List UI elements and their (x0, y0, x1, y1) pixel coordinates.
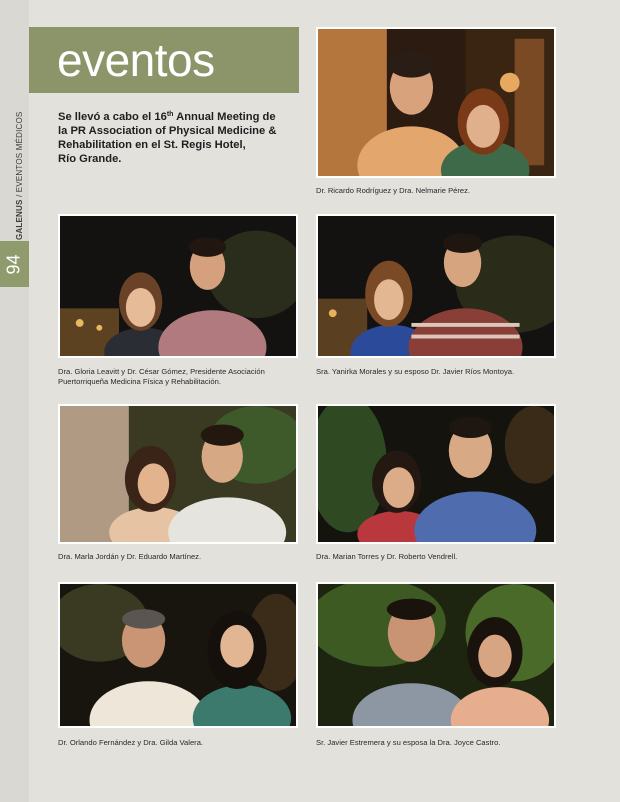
photo-caption-4: Dra. Marla Jordán y Dr. Eduardo Martínez. (58, 552, 202, 561)
section-label: GALENUS / EVENTOS MÉDICOS (15, 111, 24, 240)
title-banner (29, 27, 299, 93)
event-photo-6 (58, 582, 298, 728)
page-number-tab (0, 241, 29, 287)
intro-line-1-end: Annual Meeting de (173, 111, 276, 123)
photo-caption-5: Dra. Marian Torres y Dr. Roberto Vendrell. (316, 552, 458, 561)
photo-caption-2: Dra. Gloria Leavitt y Dr. César Gómez, Presidente Asociación Puertorriqueña Medicina Física y Rehabilitación. (58, 367, 265, 386)
event-photo-1 (316, 27, 556, 178)
event-photo-2 (58, 214, 298, 358)
page-title: eventos (57, 34, 215, 86)
page-number: 94 (4, 253, 24, 275)
event-photo-5 (316, 404, 556, 544)
event-photo-4 (58, 404, 298, 544)
photo-caption-7: Sr. Javier Estremera y su esposa la Dra. Joyce Castro. (316, 738, 501, 747)
intro-line-1: Se llevó a cabo el 16 (58, 111, 167, 123)
intro-line-4: Río Grande. (58, 153, 122, 165)
intro-text (58, 110, 288, 166)
intro-line-2: la PR Association of Physical Medicine & (58, 125, 277, 137)
intro-superscript: th (166, 111, 174, 118)
photo-caption-3: Sra. Yanirka Morales y su esposo Dr. Javier Ríos Montoya. (316, 367, 515, 376)
intro-line-3: Rehabilitation en el St. Regis Hotel, (58, 139, 246, 151)
section-name: GALENUS (15, 199, 24, 240)
photo-caption-6: Dr. Orlando Fernández y Dra. Gilda Valera. (58, 738, 204, 747)
subsection-name: EVENTOS MÉDICOS (15, 111, 24, 193)
event-photo-3 (316, 214, 556, 358)
event-photo-7 (316, 582, 556, 728)
photo-caption-1: Dr. Ricardo Rodríguez y Dra. Nelmarie Pérez. (316, 186, 471, 195)
